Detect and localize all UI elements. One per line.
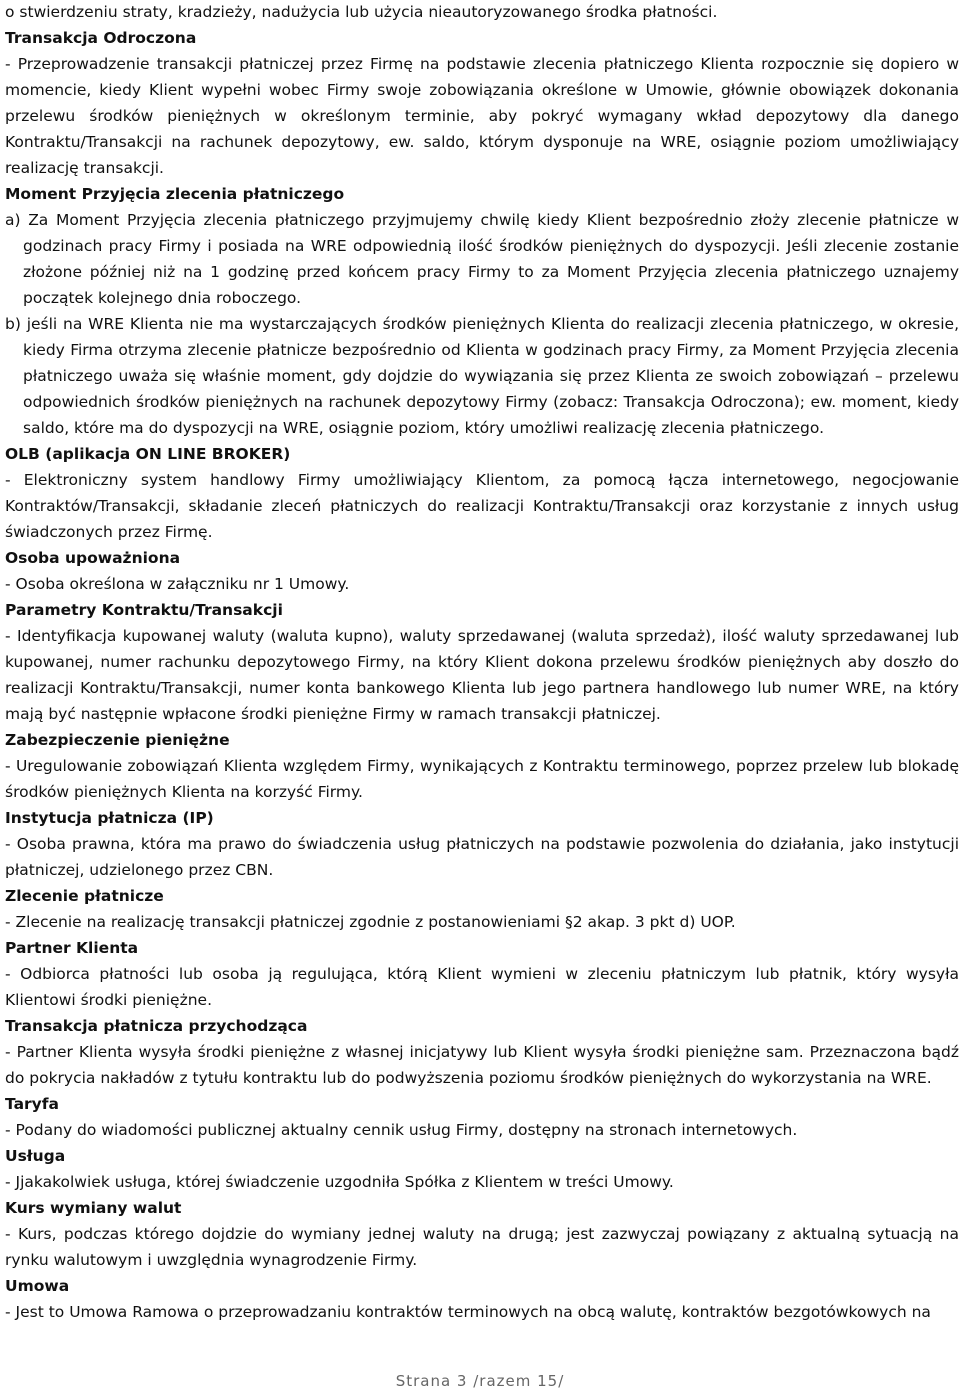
def-instytucja: - Osoba prawna, która ma prawo do świadczenia usług płatniczych na podstawie pozwolenia do działania, jako instytucji płatniczej, udzielonego przez CBN. xyxy=(5,835,959,879)
term-instytucja: Instytucja płatnicza (IP) xyxy=(5,809,214,827)
term-zlecenie: Zlecenie płatnicze xyxy=(5,887,164,905)
def-olb: - Elektroniczny system handlowy Firmy umożliwiający Klientom, za pomocą łącza internetowego, negocjowanie Kontraktów/Transakcji, składanie zleceń płatniczych do realizacji Kontraktu/Transakcji oraz korzystanie z innych usług świadczonych przez Firmę. xyxy=(5,471,959,541)
intro-line: o stwierdzeniu straty, kradzieży, nadużycia lub użycia nieautoryzowanego środka płatności. xyxy=(5,3,718,21)
def-usluga: - Jjakakolwiek usługa, której świadczenie uzgodniła Spółka z Klientem w treści Umowy. xyxy=(5,1173,674,1191)
document-page xyxy=(5,0,959,1325)
term-taryfa: Taryfa xyxy=(5,1095,59,1113)
def-kurs: - Kurs, podczas którego dojdzie do wymiany jednej waluty na drugą; jest zazwyczaj powiązany z aktualną sytuacją na rynku walutowym i uwzględnia wynagrodzenie Firmy. xyxy=(5,1225,959,1269)
term-usluga: Usługa xyxy=(5,1147,66,1165)
def-taryfa: - Podany do wiadomości publicznej aktualny cennik usług Firmy, dostępny na stronach internetowych. xyxy=(5,1121,798,1139)
item-b-moment-przyjecia: b) jeśli na WRE Klienta nie ma wystarczających środków pieniężnych Klienta do realizacji zlecenia płatniczego, w okresie, kiedy Firma otrzyma zlecenie płatnicze bezpośrednio od Klienta w godzinach pracy Firmy, za Moment Przyjęcia zlecenia płatniczego uważa się właśnie moment, gdy dojdzie do wywiązania się przez Klienta ze swoich zobowiązań – przelewu odpowiednich środków pieniężnych na rachunek depozytowy Firmy (zobacz: Transakcja Odroczona); ew. moment, kiedy saldo, które ma do dyspozycji na WRE, osiągnie poziom, który umożliwi realizację zlecenia płatniczego. xyxy=(5,315,959,437)
term-moment-przyjecia: Moment Przyjęcia zlecenia płatniczego xyxy=(5,185,345,203)
term-osoba-upowazniona: Osoba upoważniona xyxy=(5,549,181,567)
def-zlecenie: - Zlecenie na realizację transakcji płatniczej zgodnie z postanowieniami §2 akap. 3 pkt d) UOP. xyxy=(5,913,736,931)
term-partner: Partner Klienta xyxy=(5,939,139,957)
term-zabezpieczenie: Zabezpieczenie pieniężne xyxy=(5,731,230,749)
def-przychodzaca: - Partner Klienta wysyła środki pieniężne z własnej inicjatywy lub Klient wysyła środki pieniężne sam. Przeznaczona bądź do pokrycia nakładów z tytułu kontraktu lub do podwyższenia poziomu środków pieniężnych do wykorzystania na WRE. xyxy=(5,1043,959,1087)
term-transakcja-odroczona: Transakcja Odroczona xyxy=(5,29,197,47)
def-osoba-upowazniona: - Osoba określona w załączniku nr 1 Umowy. xyxy=(5,575,350,593)
def-parametry: - Identyfikacja kupowanej waluty (waluta kupno), waluty sprzedawanej (waluta sprzedaż), ilość waluty sprzedawanej lub kupowanej, numer rachunku depozytowego Firmy, na który Klient dokona przelewu środków pieniężnych aby doszło do realizacji Kontraktu/Transakcji, numer konta bankowego Klienta lub jego partnera handlowego lub numer WRE, na który mają być następnie wpłacone środki pieniężne Firmy w ramach transakcji płatniczej. xyxy=(5,627,959,723)
def-zabezpieczenie: - Uregulowanie zobowiązań Klienta względem Firmy, wynikających z Kontraktu terminowego, poprzez przelew lub blokadę środków pieniężnych Klienta na korzyść Firmy. xyxy=(5,757,959,801)
def-partner: - Odbiorca płatności lub osoba ją regulująca, którą Klient wymieni w zleceniu płatniczym lub płatnik, który wysyła Klientowi środki pieniężne. xyxy=(5,965,959,1009)
item-a-moment-przyjecia: a) Za Moment Przyjęcia zlecenia płatniczego przyjmujemy chwilę kiedy Klient bezpośrednio złoży zlecenie płatnicze w godzinach pracy Firmy i posiada na WRE odpowiednią ilość środków pieniężnych do dyspozycji. Jeśli zlecenie zostanie złożone później niż na 1 godzinę przed końcem pracy Firmy to za Moment Przyjęcia zlecenia płatniczego uznajemy początek kolejnego dnia roboczego. xyxy=(5,211,959,307)
def-umowa: - Jest to Umowa Ramowa o przeprowadzaniu kontraktów terminowych na obcą walutę, kontraktów bezgotówkowych na xyxy=(5,1303,931,1321)
term-olb: OLB (aplikacja ON LINE BROKER) xyxy=(5,445,291,463)
def-transakcja-odroczona: - Przeprowadzenie transakcji płatniczej przez Firmę na podstawie zlecenia płatniczego Klienta rozpocznie się dopiero w momencie, kiedy Klient wypełni wobec Firmy swoje zobowiązania określone w Umowie, głównie obowiązek dokonania przelewu środków pieniężnych w określonym terminie, aby pokryć wymagany wkład depozytowy dla danego Kontraktu/Transakcji na rachunek depozytowy, ew. saldo, którym dysponuje na WRE, osiągnie poziom umożliwiający realizację transakcji. xyxy=(5,55,959,177)
term-kurs: Kurs wymiany walut xyxy=(5,1199,182,1217)
term-umowa: Umowa xyxy=(5,1277,70,1295)
page-footer: Strana 3 /razem 15/ xyxy=(395,1372,565,1390)
term-parametry: Parametry Kontraktu/Transakcji xyxy=(5,601,283,619)
term-przychodzaca: Transakcja płatnicza przychodząca xyxy=(5,1017,308,1035)
